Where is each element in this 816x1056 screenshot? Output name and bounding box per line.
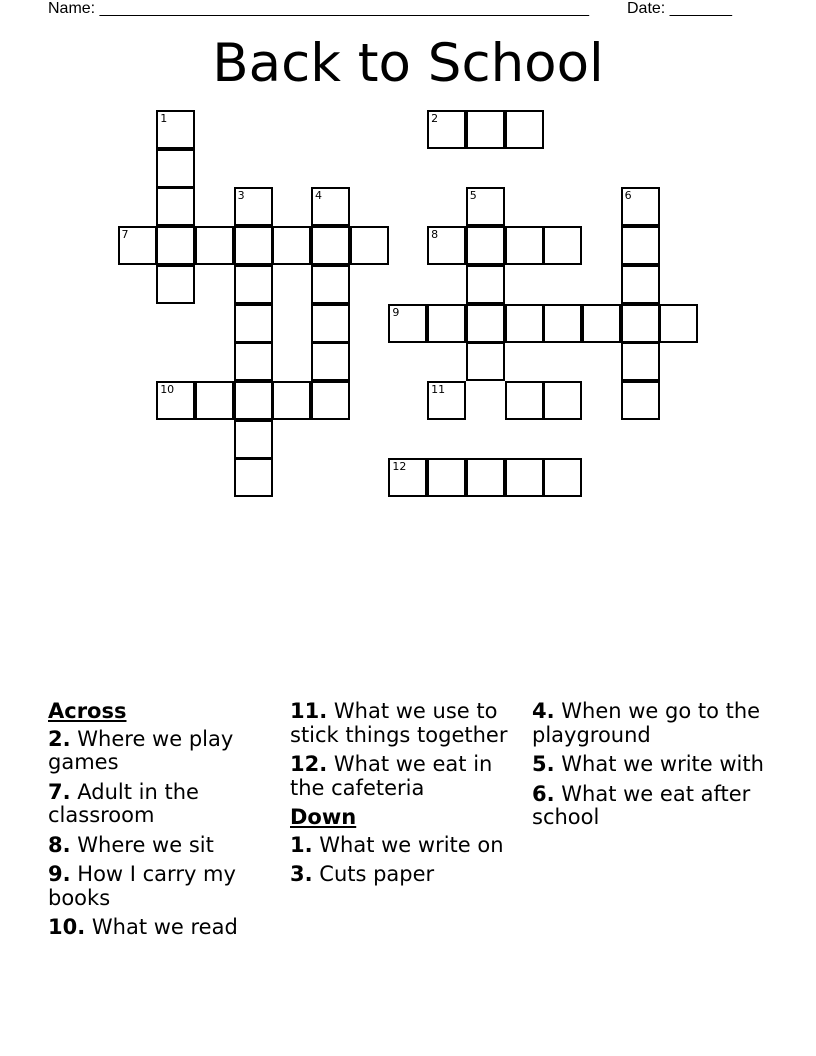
- clue-text: When we go to the playground: [532, 699, 761, 747]
- clue-text: How I carry my books: [48, 862, 236, 910]
- clue-text: Adult in the classroom: [48, 779, 199, 827]
- clue-number: 7.: [48, 779, 71, 804]
- crossword-cell[interactable]: [234, 265, 273, 304]
- crossword-cell[interactable]: [505, 304, 544, 343]
- crossword-cell[interactable]: [466, 187, 505, 226]
- crossword-cell[interactable]: [505, 458, 544, 497]
- clues-column-1: [48, 700, 280, 946]
- cell-number: 2: [431, 112, 439, 125]
- clue-text: What we write on: [319, 832, 504, 857]
- crossword-cell[interactable]: [234, 381, 273, 420]
- cell-number: 12: [392, 460, 407, 474]
- crossword-cell[interactable]: [466, 110, 505, 149]
- crossword-cell[interactable]: [311, 304, 350, 343]
- crossword-cell[interactable]: [311, 342, 350, 381]
- crossword-cell[interactable]: [621, 304, 660, 343]
- crossword-cell[interactable]: [427, 226, 466, 265]
- clue-down-1: [290, 834, 522, 858]
- crossword-cell[interactable]: [388, 458, 427, 497]
- clue-across-2: [48, 728, 280, 775]
- crossword-cell[interactable]: [234, 342, 273, 381]
- cell-number: 1: [160, 112, 168, 125]
- crossword-cell[interactable]: [156, 149, 195, 188]
- down-heading: Down: [290, 805, 357, 829]
- clue-text: Where we sit: [77, 832, 214, 857]
- crossword-cell[interactable]: [659, 304, 698, 343]
- clues-column-3: [532, 700, 772, 836]
- cell-number: 9: [392, 305, 400, 319]
- crossword-cell[interactable]: [272, 381, 311, 420]
- clue-number: 5.: [532, 752, 555, 776]
- crossword-cell[interactable]: [466, 458, 505, 497]
- crossword-cell[interactable]: [156, 187, 195, 226]
- crossword-cell[interactable]: [388, 304, 427, 343]
- clue-number: 4.: [532, 699, 555, 723]
- cell-number: 11: [431, 382, 446, 396]
- cell-number: 4: [315, 189, 322, 203]
- crossword-cell[interactable]: [582, 304, 621, 343]
- cell-number: 6: [624, 189, 632, 203]
- crossword-cell[interactable]: [621, 265, 660, 304]
- crossword-cell[interactable]: [505, 110, 544, 149]
- crossword-cell[interactable]: [466, 304, 505, 343]
- crossword-cell[interactable]: [311, 381, 350, 420]
- crossword-cell[interactable]: [427, 304, 466, 343]
- cell-number: 7: [121, 228, 129, 242]
- crossword-cell[interactable]: [234, 420, 273, 459]
- clue-across-12: [290, 753, 522, 800]
- clue-number: 6.: [532, 781, 555, 806]
- crossword-cell[interactable]: [234, 226, 273, 265]
- crossword-cell[interactable]: [505, 226, 544, 265]
- name-field-label: Name: _______________________________________________________: [48, 0, 589, 17]
- crossword-cell[interactable]: [466, 342, 505, 381]
- clue-number: 9.: [48, 862, 71, 886]
- crossword-cell[interactable]: [156, 265, 195, 304]
- clue-number: 2.: [48, 726, 71, 751]
- clue-down-6: [532, 783, 772, 830]
- clue-text: Where we play games: [48, 726, 234, 774]
- clue-number: 1.: [290, 832, 313, 857]
- crossword-cell[interactable]: [156, 381, 195, 420]
- crossword-cell[interactable]: [543, 226, 582, 265]
- page-title: Back to School: [212, 33, 604, 94]
- crossword-cell[interactable]: [621, 342, 660, 381]
- clue-down-3: [290, 863, 522, 887]
- clue-number: 12.: [290, 752, 328, 776]
- crossword-cell[interactable]: [621, 226, 660, 265]
- clue-number: 11.: [290, 699, 328, 723]
- crossword-cell[interactable]: [466, 265, 505, 304]
- crossword-cell[interactable]: [195, 381, 234, 420]
- clue-down-5: [532, 753, 772, 777]
- clue-text: What we eat after school: [532, 781, 751, 829]
- clue-across-7: [48, 781, 280, 828]
- crossword-cell[interactable]: [466, 226, 505, 265]
- across-heading: Across: [48, 699, 127, 723]
- crossword-cell[interactable]: [156, 110, 195, 149]
- clue-across-10: [48, 916, 280, 940]
- crossword-cell[interactable]: [156, 226, 195, 265]
- crossword-cell[interactable]: [543, 458, 582, 497]
- date-field-label: Date: _______: [627, 0, 732, 17]
- crossword-cell[interactable]: [543, 304, 582, 343]
- crossword-cell[interactable]: [311, 226, 350, 265]
- clue-number: 3.: [290, 862, 313, 886]
- crossword-cell[interactable]: [543, 381, 582, 420]
- crossword-cell[interactable]: [621, 381, 660, 420]
- clue-text: What we write with: [561, 752, 764, 776]
- cell-number: 3: [237, 189, 245, 203]
- crossword-cell[interactable]: [427, 458, 466, 497]
- clue-down-4: [532, 700, 772, 747]
- crossword-cell[interactable]: [311, 187, 350, 226]
- crossword-cell[interactable]: [427, 110, 466, 149]
- crossword-cell[interactable]: [311, 265, 350, 304]
- crossword-cell[interactable]: [118, 226, 157, 265]
- clue-across-11: [290, 700, 522, 747]
- cell-number: 10: [160, 382, 175, 396]
- crossword-cell[interactable]: [195, 226, 234, 265]
- clue-text: Cuts paper: [319, 862, 435, 886]
- clue-number: 10.: [48, 915, 86, 939]
- clues-column-2: [290, 700, 522, 893]
- crossword-cell[interactable]: [505, 381, 544, 420]
- clue-across-9: [48, 863, 280, 910]
- crossword-cell[interactable]: [234, 458, 273, 497]
- clue-number: 8.: [48, 832, 71, 857]
- crossword-cell[interactable]: [427, 381, 466, 420]
- clue-text: What we use to stick things together: [290, 699, 508, 747]
- crossword-cell[interactable]: [621, 187, 660, 226]
- clue-text: What we read: [91, 915, 238, 939]
- cell-number: 5: [469, 189, 477, 203]
- crossword-cell[interactable]: [234, 304, 273, 343]
- crossword-cell[interactable]: [350, 226, 389, 265]
- cell-number: 8: [431, 228, 439, 242]
- crossword-cell[interactable]: [272, 226, 311, 265]
- clue-text: What we eat in the cafeteria: [290, 752, 493, 800]
- clue-across-8: [48, 834, 280, 858]
- crossword-cell[interactable]: [234, 187, 273, 226]
